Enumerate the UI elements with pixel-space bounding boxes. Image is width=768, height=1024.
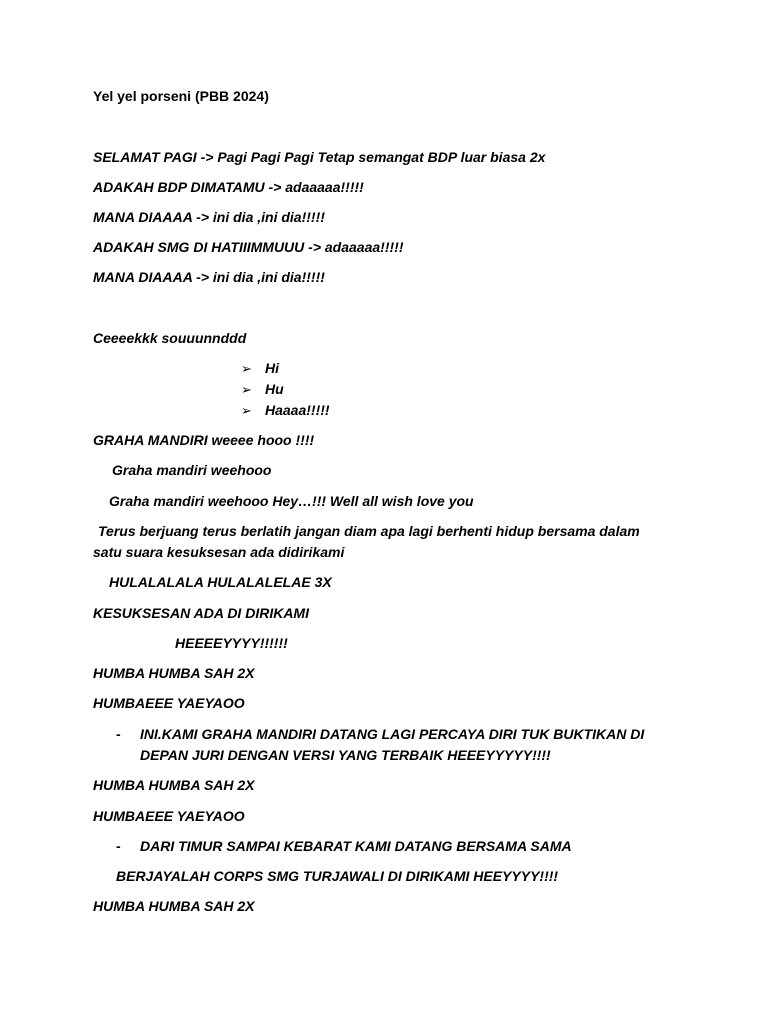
chant-line: Graha mandiri weehooo xyxy=(112,462,272,478)
chant-line: DEPAN JURI DENGAN VERSI YANG TERBAIK HEEEYYYYY!!!! xyxy=(140,747,551,763)
list-item: Hi xyxy=(265,360,279,376)
chant-line: DARI TIMUR SAMPAI KEBARAT KAMI DATANG BERSAMA SAMA xyxy=(140,838,572,854)
dash-bullet: - xyxy=(116,726,121,742)
list-item: Hu xyxy=(265,381,284,397)
chant-line: HEEEEYYYY!!!!!! xyxy=(175,635,288,651)
arrow-bullet-icon: ➢ xyxy=(241,382,252,397)
chant-line: INI.KAMI GRAHA MANDIRI DATANG LAGI PERCAYA DIRI TUK BUKTIKAN DI xyxy=(140,726,645,742)
chant-line: ADAKAH BDP DIMATAMU -> adaaaaa!!!!! xyxy=(93,179,364,195)
dash-bullet: - xyxy=(116,838,121,854)
arrow-bullet-icon: ➢ xyxy=(241,403,252,418)
chant-line: ADAKAH SMG DI HATIIIMMUUU -> adaaaaa!!!!! xyxy=(93,239,404,255)
chant-line: HUMBAEEE YAEYAOO xyxy=(93,808,245,824)
chant-line: BERJAYALAH CORPS SMG TURJAWALI DI DIRIKAMI HEEYYYY!!!! xyxy=(116,868,559,884)
chant-line: Graha mandiri weehooo Hey…!!! Well all wish love you xyxy=(109,493,474,509)
chant-line: HUMBAEEE YAEYAOO xyxy=(93,695,245,711)
chant-line: satu suara kesuksesan ada didirikami xyxy=(93,544,345,560)
chant-line: HUMBA HUMBA SAH 2X xyxy=(93,898,255,914)
chant-line: HULALALALA HULALALELAE 3X xyxy=(109,574,332,590)
arrow-bullet-icon: ➢ xyxy=(241,361,252,376)
chant-line: Ceeeekkk souuunnddd xyxy=(93,330,247,346)
list-item: Haaaa!!!!! xyxy=(265,402,330,418)
chant-line: MANA DIAAAA -> ini dia ,ini dia!!!!! xyxy=(93,209,325,225)
chant-line: SELAMAT PAGI -> Pagi Pagi Pagi Tetap semangat BDP luar biasa 2x xyxy=(93,149,546,165)
chant-line: GRAHA MANDIRI weeee hooo !!!! xyxy=(93,432,315,448)
document-title: Yel yel porseni (PBB 2024) xyxy=(93,88,269,104)
chant-line: KESUKSESAN ADA DI DIRIKAMI xyxy=(93,605,309,621)
chant-line: HUMBA HUMBA SAH 2X xyxy=(93,777,255,793)
chant-line: MANA DIAAAA -> ini dia ,ini dia!!!!! xyxy=(93,269,325,285)
chant-line: Terus berjuang terus berlatih jangan diam apa lagi berhenti hidup bersama dalam xyxy=(98,523,640,539)
chant-line: HUMBA HUMBA SAH 2X xyxy=(93,665,255,681)
